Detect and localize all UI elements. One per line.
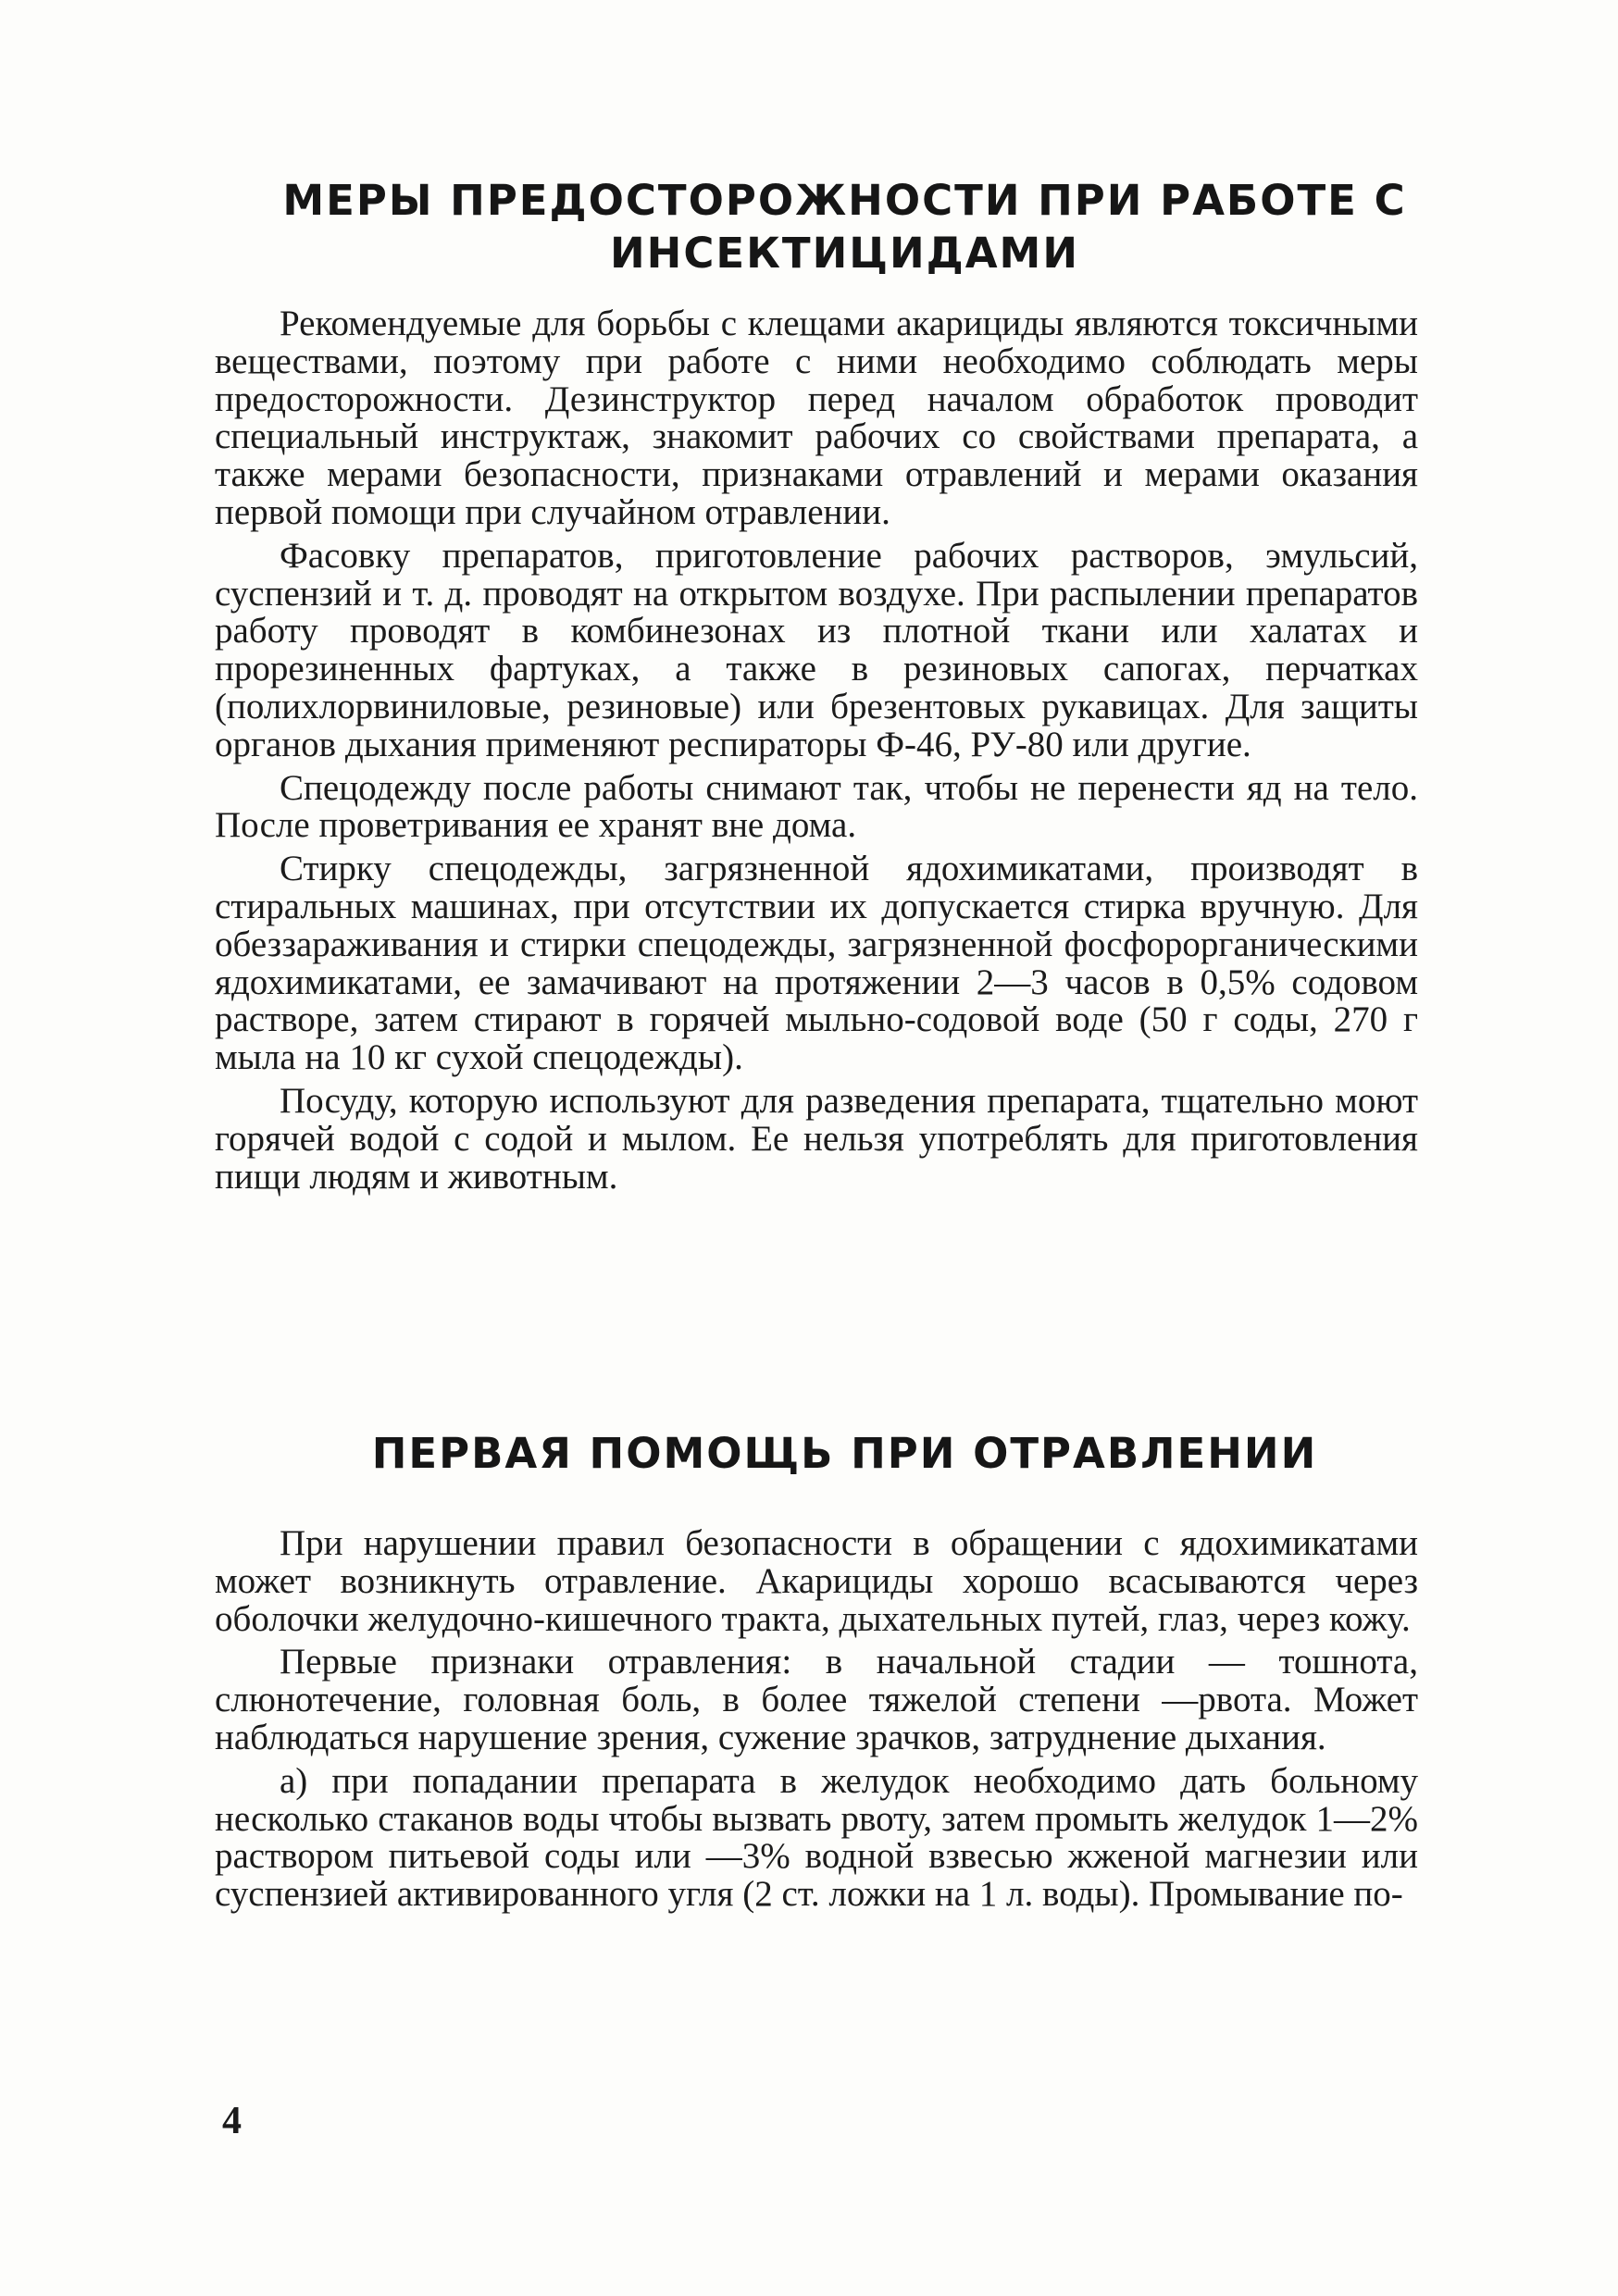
section-body-precautions (215, 305, 1418, 1201)
section-body-first-aid (215, 1525, 1418, 1919)
paragraph: Спецодежду после работы снимают так, чтобы не перенести яд на тело. После проветривания ее хранят вне дома. (215, 767, 1418, 846)
paragraph: а) при попадании препарата в желудок необходимо дать больному несколько стаканов воды чтобы вызвать рвоту, затем промыть желудок 1—2% раствором питьевой соды или —3% водной взвесью жженой магнезии или суспензией активированного угля (2 ст. ложки на 1 л. воды). Промывание по- (215, 1760, 1418, 1915)
paragraph: При нарушении правил безопасности в обращении с ядохимикатами может возникнуть отравление. Акарициды хорошо всасываются через оболочки желудочно-кишечного тракта, дыхательных путей, глаз, через кожу. (215, 1523, 1418, 1639)
section-title-first-aid: ПЕРВАЯ ПОМОЩЬ ПРИ ОТРАВЛЕНИИ (371, 1429, 1318, 1478)
paragraph: Посуду, которую используют для разведения препарата, тщательно моют горячей водой с содой и мылом. Ее нельзя употреблять для приготовления пищи людям и животным. (215, 1080, 1418, 1197)
paragraph: Стирку спецодежды, загрязненной ядохимикатами, производят в стиральных машинах, при отсутствии их допускается стирка вручную. Для обеззараживания и стирки спецодежды, загрязненной фосфорорганическими ядохимикатами, ее замачивают на протяжении 2—3 часов в 0,5% содовом растворе, затем стирают в горячей мыльно-содовой воде (50 г соды, 270 г мыла на 10 кг сухой спецодежды). (215, 849, 1418, 1078)
page-number: 4 (222, 2100, 242, 2142)
paragraph: Фасовку препаратов, приготовление рабочих растворов, эмульсий, суспензий и т. д. проводят на открытом воздухе. При распылении препаратов работу проводят в комбинезонах из плотной ткани или халатах и прорезиненных фартуках, а также в резиновых сапогах, перчатках (полихлорвиниловые, резиновые) или брезентовых рукавицах. Для защиты органов дыхания применяют респираторы Ф-46, РУ-80 или другие. (215, 535, 1418, 764)
paragraph: Рекомендуемые для борьбы с клещами акарициды являются токсичными веществами, поэтому при работе с ними необходимо соблюдать меры предосторожности. Дезинструктор перед началом обработок проводит специальный инструктаж, знакомит рабочих со свойствами препарата, а также мерами безопасности, признаками отравлений и мерами оказания первой помощи при случайном отравлении. (215, 304, 1418, 532)
section-title-precautions: МЕРЫ ПРЕДОСТОРОЖНОСТИ ПРИ РАБОТЕ С ИНСЕКТИЦИДАМИ (282, 176, 1407, 278)
paragraph: Первые признаки отравления: в начальной стадии — тошнота, слюнотечение, головная боль, в более тяжелой степени —рвота. Может наблюдаться нарушение зрения, сужение зрачков, затруднение дыхания. (215, 1642, 1418, 1757)
